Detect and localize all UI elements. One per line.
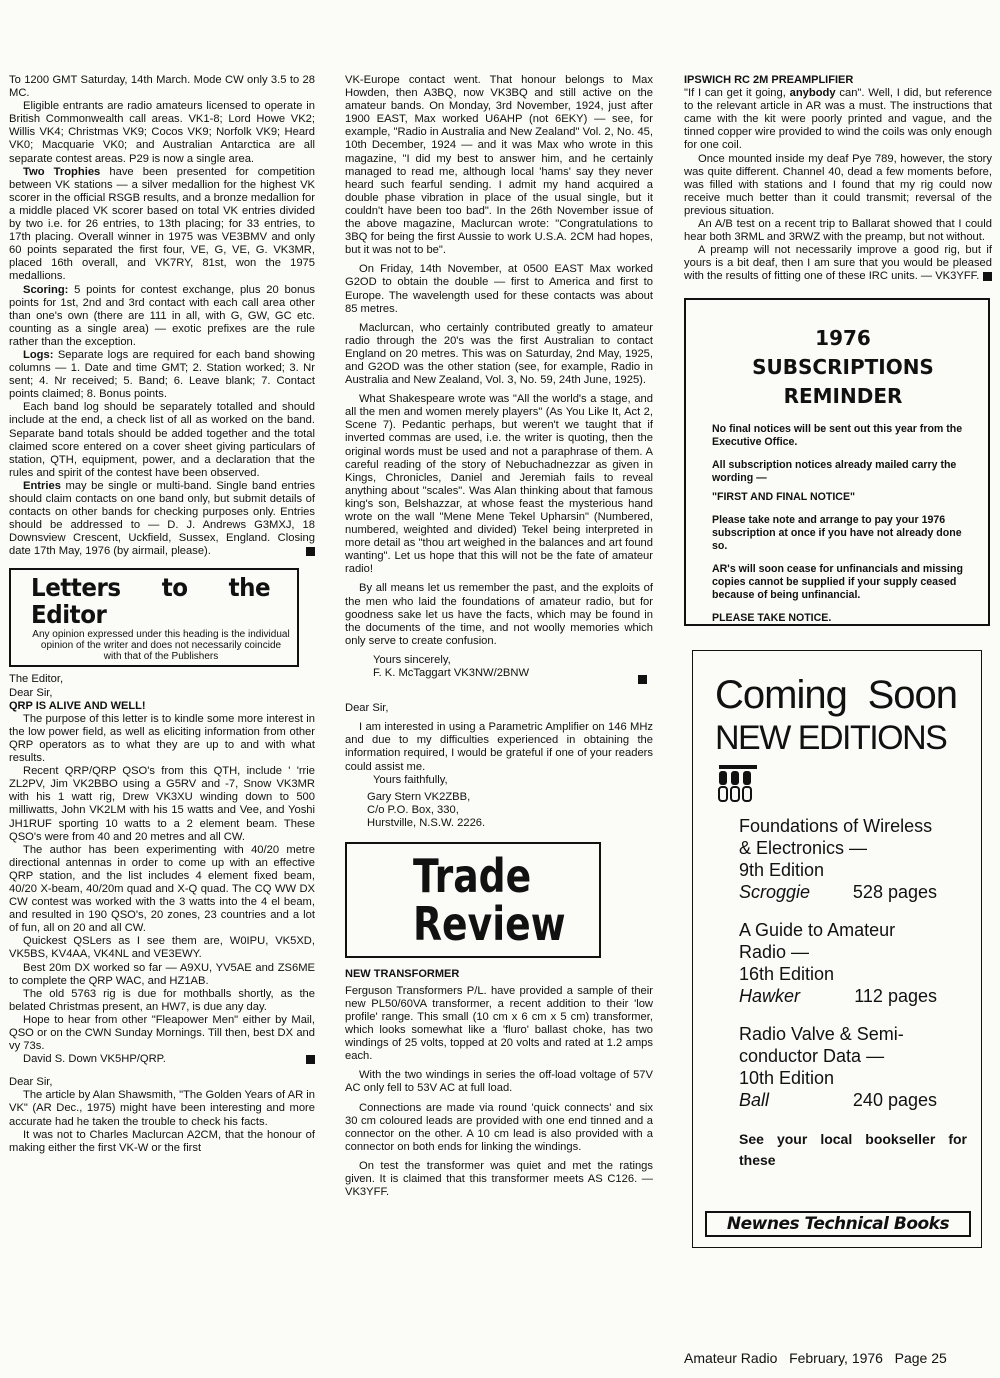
logs-paragraph: Logs: Separate logs are required for each band showing columns — 1. Date and time GMT; 2. Station worked; 3. Nr sent; 4. Nr received; 5. Band; 6. Leave blank; 7. Contact points claimed; 8. Bonus points. (9, 348, 315, 401)
letter2-salutation: Dear Sir, (9, 1076, 53, 1089)
letter-salutation-editor: The Editor, (9, 673, 64, 686)
subs-notice-2: All subscription notices already mailed carry the wording — (712, 458, 957, 484)
letters-disclaimer: Any opinion expressed under this heading is the individual opinion of the writer and does not necessarily coincide with that of the Publishers (32, 629, 290, 663)
letter3-sign-off: Yours faithfully, (373, 773, 448, 786)
end-mark-icon (638, 675, 647, 684)
footer-date: February, 1976 (789, 1350, 883, 1366)
letter2-paragraph-2: It was not to Charles Maclurcan A2CM, that the honour of making either the first VK-W or the first (9, 1128, 315, 1154)
band-log-paragraph: Each band log should be separately totalled and should include at the end, a check list of all as worked on the band. Separate band totals should be added together and the total claimed score entered on a cover sheet giving particulars of station, QTH, equipment, power, and a declaration that the rules and spirit of the contest have been observed. (9, 401, 315, 479)
subs-notice-6: PLEASE TAKE NOTICE. (712, 611, 832, 624)
trade-title-1: Trade (413, 848, 532, 903)
newnes-logo-icon (715, 763, 967, 807)
page-footer (684, 1350, 994, 1366)
contest-intro: To 1200 GMT Saturday, 14th March. Mode CW only 3.5 to 28 MC. (9, 74, 315, 100)
subs-notice-1: No final notices will be sent out this year from the Executive Office. (712, 422, 963, 448)
signature: F. K. McTaggart VK3NW/2BNW (345, 667, 653, 680)
transformer-paragraph-3: Connections are made via round 'quick connects' and six 30 cm coloured leads are provided with one end tinned and a connector on the other. A 10 cm lead is also provided with a connector on both ends for linking the windings. (345, 1101, 653, 1153)
letter-salutation: Dear Sir, (9, 686, 53, 699)
subs-notice-3: "FIRST AND FINAL NOTICE" (712, 490, 856, 503)
newnes-advertisement (692, 650, 982, 1248)
trade-review-banner (345, 842, 601, 958)
subscriptions-reminder-box (684, 298, 990, 626)
qrp-paragraph-5: Best 20m DX worked so far — A9XU, YV5AE and ZS6ME to complete the QRP WAC, and HZ1AB. (9, 961, 315, 987)
footer-publication: Amateur Radio (684, 1350, 778, 1366)
entries-paragraph: Entries may be single or multi-band. Single band entries should claim contacts on one band only, but submit details of contacts on other bands for checking purposes only. Entries should be addressed to — D. J. Andrews G3MXJ, 18 Downsview Crescent, Uckfield, Sussex, England. Closing date 17th May, 1976 (by airmail, please). (9, 479, 315, 558)
new-transformer-heading: NEW TRANSFORMER (345, 967, 460, 980)
end-mark-icon (306, 1055, 315, 1064)
history-paragraph-5: By all means let us remember the past, and the exploits of the men who laid the foundations of amateur radio, but for goodness sake let us have the facts, which may be found in the documents of the time, and not woolly memories which only serve to create confusion. (345, 582, 653, 647)
subs-title: SUBSCRIPTIONS (752, 354, 934, 379)
letter3-address: Gary Stern VK2ZBB, C/o P.O. Box, 330, Hurstville, N.S.W. 2226. (367, 790, 486, 829)
letters-title: Letters to the Editor (31, 573, 271, 630)
book-item: Foundations of Wireless & Electronics — 9th Edition Scroggie 528 pages (739, 815, 937, 902)
qrp-paragraph-6: The old 5763 rig is due for mothballs shortly, as the belated Christmas present, an HW7, is due any day. (9, 987, 315, 1013)
transformer-paragraph-4: On test the transformer was quiet and met the ratings given. It is claimed that this transformer meets AS C126. — VK3YFF. (345, 1159, 653, 1199)
history-paragraph-4: What Shakespeare wrote was "All the world's a stage, and all the men and women merely players" (As You Like It, Act 2, Scene 7). Pedantic perhaps, but weren't we taught that if inverted commas are used, i.e. the writer is quoting, then the original words must be used and not a paraphrase of them. A careful reading of the story of Nebuchadnezzar as given in Kings, Chronicles, Daniel and Jeremiah fails to reveal anything about "scales". Was Alan thinking about that famous king's son, Belshazzar, at whose feast the mysterious hand wrote on the wall "Mene Mene Tekel Upharsin" (Numbered, numbered, weighted and divided) Tekel being interpreted in more detail as "thou art weighed in the balances and art found wanting". Let us hope that this will not be the fate of amateur radio! (345, 393, 653, 576)
transformer-paragraph-2: With the two windings in series the off-load voltage of 57V AC only fell to 53V AC at full load. (345, 1069, 653, 1095)
history-paragraph-2: On Friday, 14th November, at 0500 EAST Max worked G2OD to obtain the double — first to America and first to Europe. The wavelength used for these contacts was about 85 metres. (345, 263, 653, 315)
history-paragraph-3: Maclurcan, who certainly contributed greatly to amateur radio through the 20's was the first Australian to contact England on 20 metres. This was on Saturday, 2nd May, 1925, and G2OD was the other station (see, for example, Radio in Australia and New Zealand, Vol. 3, No. 59, 24th June, 1925). (345, 321, 653, 387)
scoring-paragraph: Scoring: 5 points for contest exchange, plus 20 bonus points for 1st, 2nd and 3rd contact with each call area other than one's own (there are 111 in all, with G, GW, GC etc. counting as a single area) — exotic prefixes are the rule rather than the exception. (9, 283, 315, 348)
subs-year: 1976 (815, 325, 871, 350)
subs-notice-4: Please take note and arrange to pay your 1976 subscription at once if you have not already done so. (712, 513, 962, 552)
eligible-paragraph: Eligible entrants are radio amateurs licensed to operate in British Commonwealth call areas. VK1-8; Lord Howe VK2; Willis VK4; Christmas VK9; Cocos VK9; Norfolk VK9; Heard VK0; Macquarie VK0; and Australian Antarctica are all separate contest areas. P29 is now a single area. (9, 100, 315, 165)
letter3-paragraph: I am interested in using a Parametric Amplifier on 146 MHz and due to my difficulties experienced in obtaining the information required, I would be grateful if one of your readers could assist me. (345, 721, 653, 773)
column-3 (684, 74, 992, 1248)
trade-title-2: Review (413, 896, 566, 951)
end-mark-icon (306, 547, 315, 556)
qrp-paragraph-3: The author has been experimenting with 40/20 metre directional antennas in order to come up with an effective QRP station, and the list includes 4 element fixed beam, 40/20 X-beam, 40/20m quad and X-Q quad. The CQ WW DX CW contest was worked with the 3 watts into the 4 el beam, and resulted in 190 QSO's, 20 zones, 23 countries and a lot of fun, all on 20 and all CW. (9, 843, 315, 935)
footer-page-number: Page 25 (894, 1350, 947, 1366)
qrp-paragraph-7: Hope to hear from other "Fleapower Men" either by Mail, QSO or on the CWN Sunday Mornings. Till then, best DX and vy 73s. (9, 1013, 315, 1053)
column-2 (345, 74, 653, 1199)
book-item: Radio Valve & Semi- conductor Data — 10th Edition Ball 240 pages (739, 1023, 937, 1110)
qrp-paragraph-1: The purpose of this letter is to kindle some more interest in the low power field, as well as eliciting information from other QRP operators as to what they are up to and with what results. (9, 712, 315, 765)
letter2-paragraph-1: The article by Alan Shawsmith, "The Golden Years of AR in VK" (AR Dec., 1975) might have been interesting and more accurate had he taken the trouble to check his facts. (9, 1089, 315, 1128)
letters-heading-box (9, 568, 299, 667)
book-item: A Guide to Amateur Radio — 16th Edition Hawker 112 pages (739, 919, 937, 1006)
history-paragraph-1: VK-Europe contact went. That honour belongs to Max Howden, then A3BQ, now VK3BQ and still active on the amateur bands. On Monday, 3rd November, 1924, just after 1900 EAST, Max worked U6AHP (not 6EKY) — see, for example, "Radio in Australia and New Zealand" Vol. 2, No. 45, 10th December, 1924 — and it was Max who wrote in this magazine, "I did my best to answer him, and he certainly managed to read me, although local 'hams' say they never heard such fearful sending. I admit my hand acquired a double phase vibration in place of the usual single, but it couldn't have been too bad". In the 26th November issue of the above magazine, Maclurcan wrote: "Congratulations to 3BQ for being the first Aussie to work U.S.A. 2CM had hopes, but it was not to be". (345, 74, 653, 257)
ad-coming-soon: Coming Soon (715, 672, 957, 717)
qrp-paragraph-2: Recent QRP/QRP QSO's from this QTH, include ' 'rrie ZL2PV, Jim VK2BBO using a G5RV and -7, Snow VK3MR with his 1 watt rig, Drew VK3XU winding down to 500 milliwatts, John VK2LM with his 15 watts and Vee, and Yoshi JH1RUF sporting 10 watts to a 2 element beam. These QSO's were from 40 and 20 metres and all CW. (9, 765, 315, 843)
qrp-heading: QRP IS ALIVE AND WELL! (9, 699, 146, 712)
letter3-salutation: Dear Sir, (345, 702, 389, 715)
subs-reminder: REMINDER (783, 383, 903, 408)
subs-notice-5: AR's will soon cease for unfinancials and missing copies cannot be supplied if your supply ceased because of being unfinancial. (712, 562, 963, 601)
ipswich-paragraph-4: A preamp will not necessarily improve a good rig, but if yours is a bit deaf, then I am sure that you would be pleased with the results of fitting one of these IRC units. — VK3YFF. (684, 244, 992, 283)
ipswich-heading: IPSWICH RC 2M PREAMPLIFIER (684, 74, 854, 86)
end-mark-icon (983, 272, 992, 281)
trophies-paragraph: Two Trophies have been presented for competition between VK stations — a silver medallion for the highest VK scorer in the official RSGB results, and a bronze medallion for a middle placed VK scorer based on total VK entries divided by two i.e. for 26 entries, to 13th placing; for 33 entries, to 17th placing. Overall winner in 1975 was VE3BMV and only 60 points separated the first four, VE, G, VE, G. VK3MR, placed 16th overall, and VK7RY, 81st, won the 1975 medallions. (9, 165, 315, 283)
transformer-paragraph-1: Ferguson Transformers P/L. have provided a sample of their new PL50/60VA transformer, a recent addition to their 'low profile' range. This small (10 cm x 6 cm x 5 cm) transformer, which looks somewhat like a 'fluro' ballast choke, has two windings of 25 volts, topped at 20 volts and rated at 1.2 amps each. (345, 984, 653, 1063)
ad-bookseller-note: See your local bookseller for these (739, 1130, 967, 1168)
ipswich-paragraph-3: An A/B test on a recent trip to Ballarat showed that I could hear both 3RML and 3RWZ with the preamp, but not without. (684, 218, 992, 244)
qrp-paragraph-4: Quickest QSLers as I see them are, W0IPU, VK5XD, VK5BS, KV4AA, VK4NL and VE3EWY. (9, 935, 315, 961)
sign-off: Yours sincerely, (373, 653, 451, 666)
newnes-brand-logo: Newnes Technical Books (705, 1211, 971, 1237)
ipswich-paragraph-2: Once mounted inside my deaf Pye 789, however, the story was quite different. Channel 40, dead a few moments before, was filled with stations and I found that my rig could now receive much better than it could transmit; reversal of the previous situation. (684, 152, 992, 217)
column-1 (9, 74, 315, 1155)
ad-new-editions: NEW EDITIONS (715, 718, 947, 757)
qrp-signature: David S. Down VK5HP/QRP. (9, 1053, 315, 1066)
ipswich-paragraph-1: "If I can get it going, anybody can". Well, I did, but reference to the relevant article in AR was a must. The instructions that came with the kit were poorly printed and vague, and the tinned copper wire provided to wind the coils was only enough for one coil. (684, 87, 992, 152)
